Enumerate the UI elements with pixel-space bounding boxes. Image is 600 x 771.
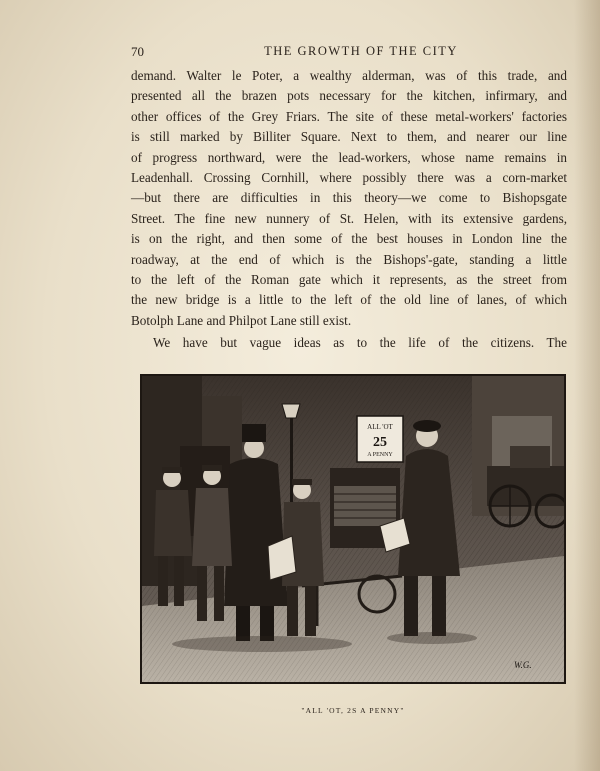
- illustration-caption: "ALL 'OT, 2S A PENNY": [301, 706, 405, 715]
- running-head: [131, 44, 571, 62]
- sign-text-line-1: ALL 'OT: [367, 423, 393, 431]
- page-gutter-shadow: [574, 0, 600, 771]
- text-line: Street. The fine new nunnery of St. Helen, with its extensive gardens,: [131, 210, 567, 226]
- body-text: [131, 66, 567, 353]
- text-line: —but there are difficulties in this theory—we come to Bishopsgate: [131, 190, 567, 206]
- text-line: the new bridge is a little to the left of the old line of lanes, of which: [131, 292, 567, 308]
- text-line: is still marked by Billiter Square. Next to them, and nearer our line: [131, 129, 567, 145]
- text-line: Leadenhall. Crossing Cornhill, where possibly there was a corn-market: [131, 169, 567, 185]
- text-line: other offices of the Grey Friars. The site of these metal-workers' factories: [131, 108, 567, 124]
- text-line: demand. Walter le Poter, a wealthy alderman, was of this trade, and: [131, 68, 567, 83]
- page-number: 70: [131, 44, 144, 59]
- paragraph: [131, 66, 567, 331]
- engraving-illustration: [140, 374, 566, 684]
- text-line: to the left of the Roman gate which it represents, as the street from: [131, 271, 567, 287]
- text-line: roadway, at the end of which is the Bishops'-gate, standing a little: [131, 251, 567, 267]
- text-line: of progress northward, were the lead-workers, whose name remains in: [131, 149, 567, 165]
- text-line: We have but vague ideas as to the life of the citizens. The: [153, 335, 567, 351]
- paragraph: [131, 333, 567, 353]
- text-line: is on the right, and then some of the best houses in London line the: [131, 231, 567, 247]
- chapter-title: THE GROWTH OF THE CITY: [264, 44, 458, 58]
- sign-text-line-3: A PENNY: [367, 452, 393, 458]
- sign-text-line-2: 25: [373, 435, 387, 450]
- text-line: Botolph Lane and Philpot Lane still exist.: [131, 312, 352, 328]
- text-line: presented all the brazen pots necessary for the kitchen, infirmary, and: [131, 88, 567, 104]
- artist-signature: W.G.: [514, 660, 532, 670]
